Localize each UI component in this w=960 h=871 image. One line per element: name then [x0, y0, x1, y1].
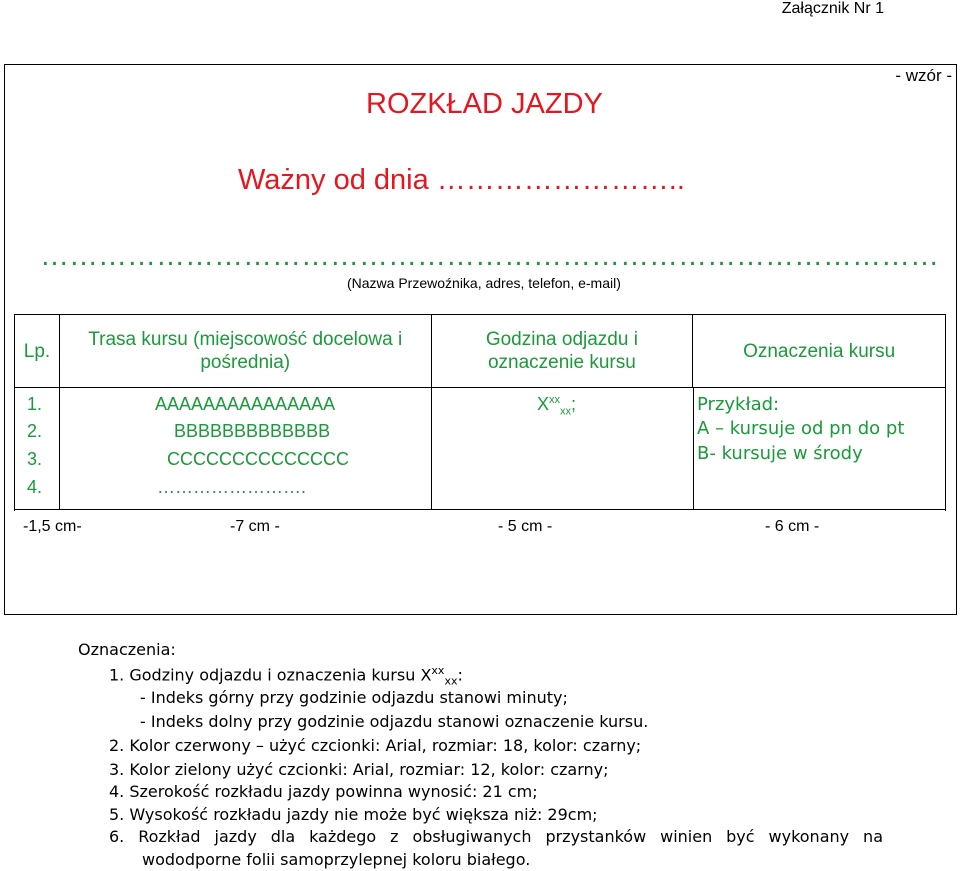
note-item-1-suffix: :: [457, 665, 463, 685]
header-time-line2: oznaczenie kursu: [487, 352, 636, 373]
example-line2: B- kursuje w środy: [697, 443, 863, 464]
time-base: X: [537, 394, 550, 414]
page-title: ROZKŁAD JAZDY: [366, 88, 603, 120]
example-title: Przykład:: [697, 394, 780, 415]
note-item-1-prefix: 1. Godziny odjazdu i oznaczenia kursu X: [109, 665, 432, 685]
header-time-line1: Godzina odjazdu i: [485, 329, 638, 350]
header-marks: Oznaczenia kursu: [693, 315, 946, 388]
table-body: [15, 388, 946, 535]
width-route: -7 cm -: [230, 518, 280, 535]
carrier-hint: (Nazwa Przewoźnika, adres, telefon, e-mail): [347, 275, 621, 291]
note-item-1b: - Indeks dolny przy godzinie odjazdu stanowi oznaczenie kursu.: [140, 712, 649, 731]
note-item-3: 3. Kolor zielony użyć czcionki: Arial, rozmiar: 12, kolor: czarny;: [109, 760, 609, 779]
schedule-table: [14, 314, 946, 535]
row-route: CCCCCCCCCCCCCC: [167, 449, 349, 469]
header-time: [431, 315, 693, 388]
note-item-1a: - Indeks górny przy godzinie odjazdu stanowi minuty;: [140, 688, 568, 707]
note-item-2: 2. Kolor czerwony – użyć czcionki: Arial, rozmiar: 18, kolor: czarny;: [109, 736, 642, 755]
time-suffix: ;: [571, 394, 577, 414]
width-lp: -1,5 cm-: [23, 518, 82, 535]
note-item-1: [109, 664, 463, 688]
width-time: - 5 cm -: [498, 518, 553, 535]
header-route: [59, 315, 431, 388]
note-item-1-sup: xx: [431, 664, 445, 677]
note-item-6-line1: 6. Rozkład jazdy dla każdego z obsługiwanych przystanków winien być wykonany na: [109, 827, 883, 846]
note-item-5: 5. Wysokość rozkładu jazdy nie może być większa niż: 29cm;: [109, 805, 598, 824]
row-num: 2.: [27, 421, 43, 441]
header-lp: Lp.: [15, 315, 60, 388]
note-item-1-sub: xx: [444, 674, 458, 688]
width-marks: - 6 cm -: [765, 518, 820, 535]
valid-from: Ważny od dnia ……………………..: [238, 164, 685, 196]
header-route-line1: Trasa kursu (miejscowość docelowa i: [88, 329, 403, 350]
example-line1: A – kursuje od pn do pt: [697, 418, 905, 439]
note-item-6-line2: wododporne folii samoprzylepnej koloru białego.: [142, 850, 531, 869]
row-route: …………………….: [157, 477, 307, 497]
header-route-line2: pośrednia): [200, 352, 291, 373]
row-num: 1.: [27, 394, 43, 414]
row-route: AAAAAAAAAAAAAAA: [155, 394, 336, 414]
carrier-dots: …………………………………………………………………………………: [40, 240, 939, 272]
template-label: - wzór -: [895, 66, 952, 85]
row-num: 4.: [27, 477, 43, 497]
notes-heading: Oznaczenia:: [78, 640, 176, 659]
time-sup: xx: [549, 394, 561, 406]
header-row: [15, 315, 946, 388]
note-item-4: 4. Szerokość rozkładu jazdy powinna wynosić: 21 cm;: [109, 782, 538, 801]
row-num: 3.: [27, 449, 43, 469]
row-route: BBBBBBBBBBBBB: [174, 421, 331, 441]
time-sub: xx: [560, 405, 572, 418]
annex-label: Załącznik Nr 1: [781, 0, 884, 17]
time-mark: [537, 394, 576, 418]
